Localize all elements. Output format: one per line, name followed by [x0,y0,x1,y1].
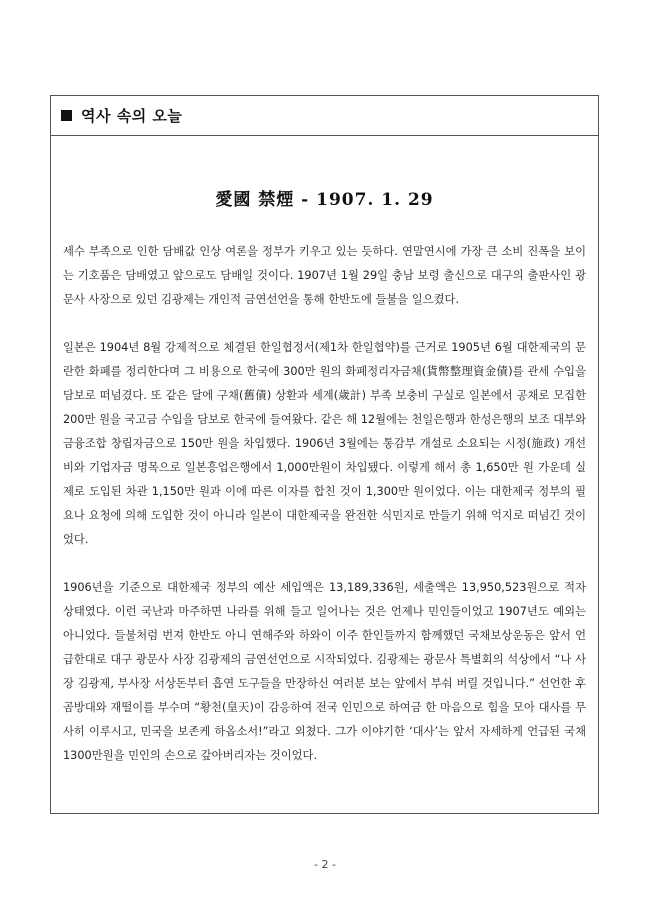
paragraph: 일본은 1904년 8월 강제적으로 체결된 한일협정서(제1차 한일협약)를 근거로 1905년 6월 대한제국의 문란한 화폐를 정리한다며 그 비용으로 한국에 300만 원의 화폐정리자금채(貨幣整理資金債)를 관세 수입을 담보로 떠넘겼다. 또 같은 달에 구채(舊債) 상환과 세계(歲計) 부족 보충비 구실로 일본에서 공채로 모집한 200만 원을 국고금 수입을 담보로 한국에 들여왔다. 같은 해 12월에는 천일은행과 한성은행의 보조 대부와 금융조합 창립자금으로 150만 원을 차입했다. 1906년 3월에는 통감부 개설로 소요되는 시정(施政) 개선비와 기업자금 명목으로 일본흥업은행에서 1,000만원이 차입됐다. 이렇게 해서 총 1,650만 원 가운데 실제로 도입된 차관 1,150만 원과 이에 따른 이자를 합친 것이 1,300만 원이었다. 이는 대한제국 정부의 필요나 요청에 의해 도입한 것이 아니라 일본이 대한제국을 완전한 식민지로 만들기 위해 억지로 떠넘긴 것이었다. [63,341,587,546]
square-bullet-icon [61,110,72,121]
page-number: - 2 - [314,858,336,871]
section-header [51,96,598,136]
article-title: 愛國 禁煙 - 1907. 1. 29 [215,190,434,210]
paragraph: 1906년을 기준으로 대한제국 정부의 예산 세입액은 13,189,336원, 세출액은 13,950,523원으로 적자 상태였다. 이런 국난과 마주하면 나라를 위해 들고 일어나는 것은 언제나 민인들이었고 1907년도 예외는 아니었다. 들불처럼 번져 한반도 아니 연해주와 하와이 이주 한인들까지 함께했던 국채보상운동은 앞서 언급한대로 대구 광문사 사장 김광제의 금연선언으로 시작되었다. 김광제는 광문사 특별회의 석상에서 “나 사장 김광제, 부사장 서상돈부터 흡연 도구들을 만장하신 여러분 보는 앞에서 부숴 버릴 것입니다.” 선언한 후 곰방대와 재떨이를 부수며 “황천(皇天)이 감응하여 전국 인민으로 하여금 한 마음으로 힘을 모아 대사를 무사히 이루시고, 민국을 보존케 하옵소서!”라고 외쳤다. 그가 이야기한 ‘대사’는 앞서 자세하게 언급된 국채 1300만원을 민인의 손으로 갚아버리자는 것이었다. [63,581,586,762]
history-box [50,95,599,814]
section-title: 역사 속의 오늘 [81,107,183,125]
paragraph: 세수 부족으로 인한 담배값 인상 여론을 정부가 키우고 있는 듯하다. 연말연시에 가장 큰 소비 진폭을 보이는 기호품은 담배였고 앞으로도 담배일 것이다. 1907년 1월 29일 충남 보령 출신으로 대구의 출판사인 광문사 사장으로 있던 김광제는 개인적 금연선언을 통해 한반도에 들불을 일으켰다. [63,245,586,306]
article-body [51,185,598,768]
